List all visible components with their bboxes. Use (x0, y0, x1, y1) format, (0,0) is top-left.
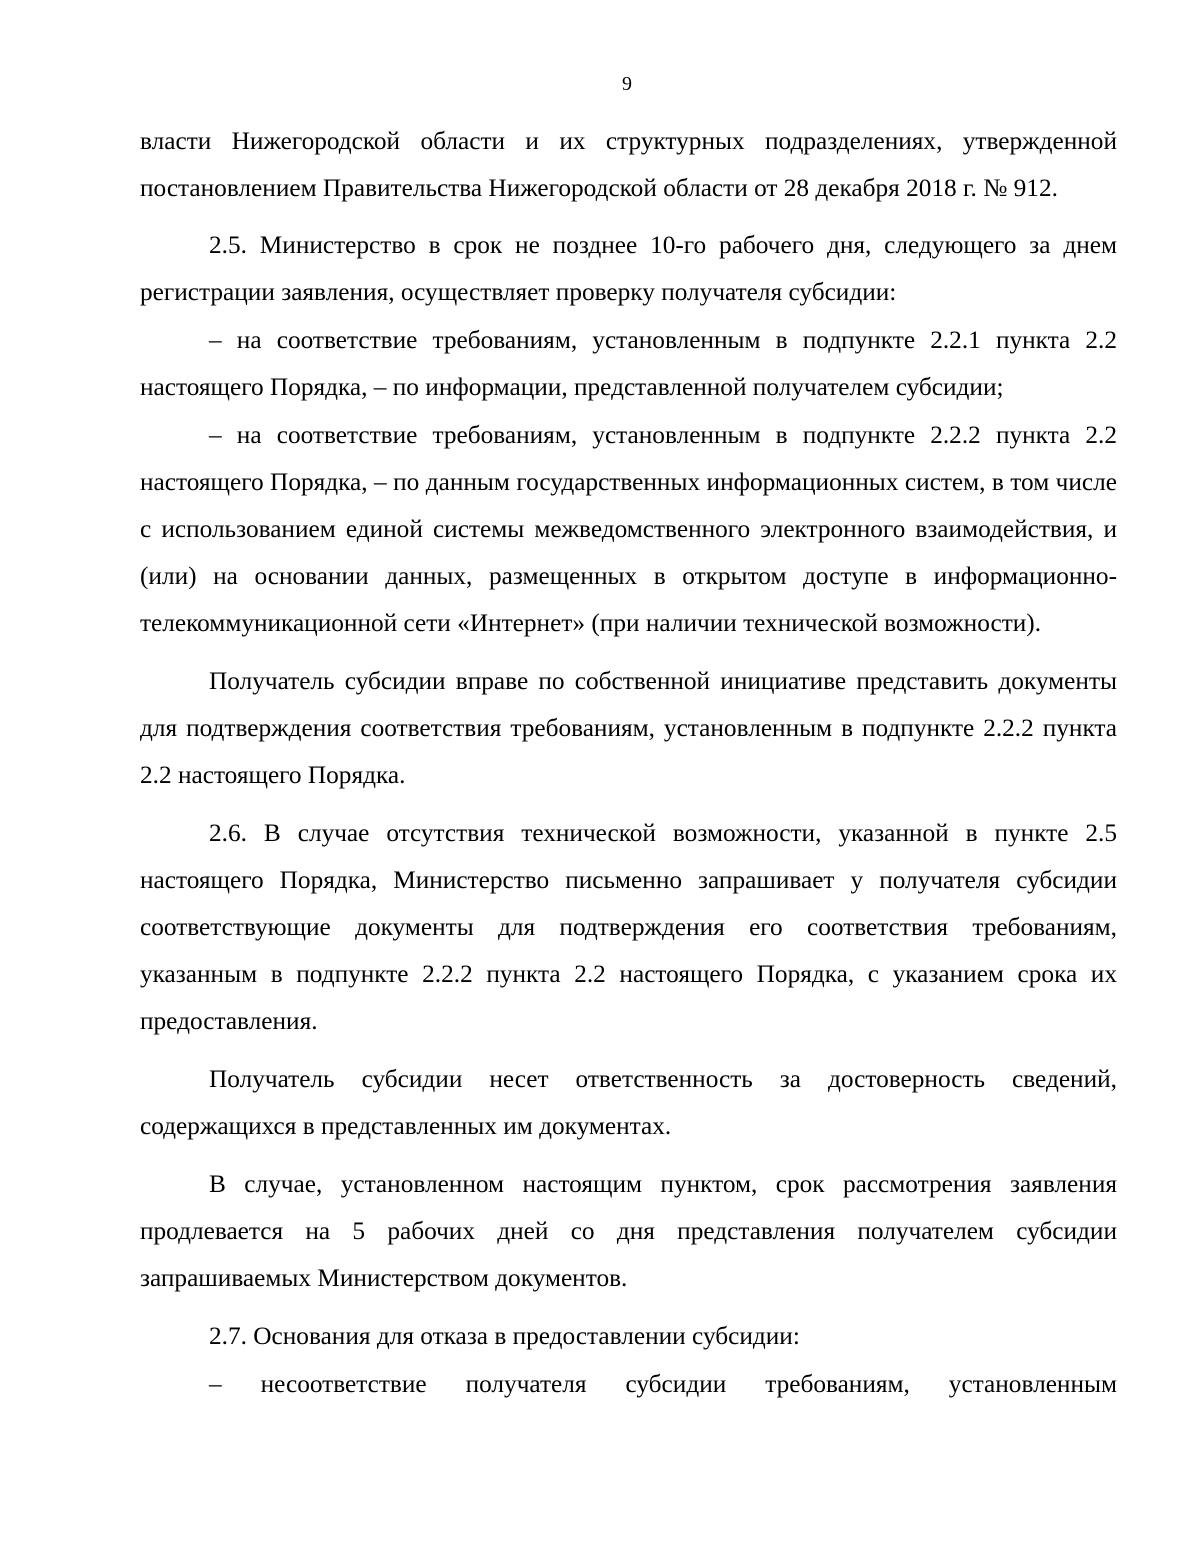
document-body (140, 118, 1117, 1408)
paragraph-2-7: 2.7. Основания для отказа в предоставлении субсидии: (209, 1322, 800, 1350)
paragraph-continuation: власти Нижегородской области и их структурных подразделениях, утвержденной постановлением Правительства Нижегородской области от 28 декабря 2018 г. № 912. (140, 127, 1117, 202)
paragraph-recipient-initiative: Получатель субсидии вправе по собственной инициативе представить документы для подтверждения соответствия требованиям, установленным в подпункте 2.2.2 пункта 2.2 настоящего Порядка. (140, 667, 1117, 789)
paragraph-refusal-reason: – несоответствие получателя субсидии требованиям, установленным (209, 1370, 1117, 1398)
page-number: 9 (622, 73, 632, 95)
paragraph-check-2-2-1: – на соответствие требованиям, установленным в подпункте 2.2.1 пункта 2.2 настоящего Порядка, – по информации, представленной получателем субсидии; (140, 326, 1117, 401)
paragraph-2-5: 2.5. Министерство в срок не позднее 10-го рабочего дня, следующего за днем регистрации заявления, осуществляет проверку получателя субсидии: (140, 231, 1117, 306)
paragraph-check-2-2-2: – на соответствие требованиям, установленным в подпункте 2.2.2 пункта 2.2 настоящего Порядка, – по данным государственных информационных систем, в том числе с использованием единой системы межведомственного электронного взаимодействия, и (или) на основании данных, размещенных в открытом доступе в информационно-телекоммуникационной сети «Интернет» (при наличии технической возможности). (140, 421, 1117, 637)
paragraph-term-extension: В случае, установленном настоящим пунктом, срок рассмотрения заявления продлевается на 5 рабочих дней со дня представления получателем субсидии запрашиваемых Министерством документов. (140, 1170, 1117, 1292)
paragraph-2-6: 2.6. В случае отсутствия технической возможности, указанной в пункте 2.5 настоящего Порядка, Министерство письменно запрашивает у получателя субсидии соответствующие документы для подтверждения его соответствия требованиям, указанным в подпункте 2.2.2 пункта 2.2 настоящего Порядка, с указанием срока их предоставления. (140, 819, 1117, 1035)
paragraph-responsibility: Получатель субсидии несет ответственность за достоверность сведений, содержащихся в представленных им документах. (140, 1065, 1117, 1140)
